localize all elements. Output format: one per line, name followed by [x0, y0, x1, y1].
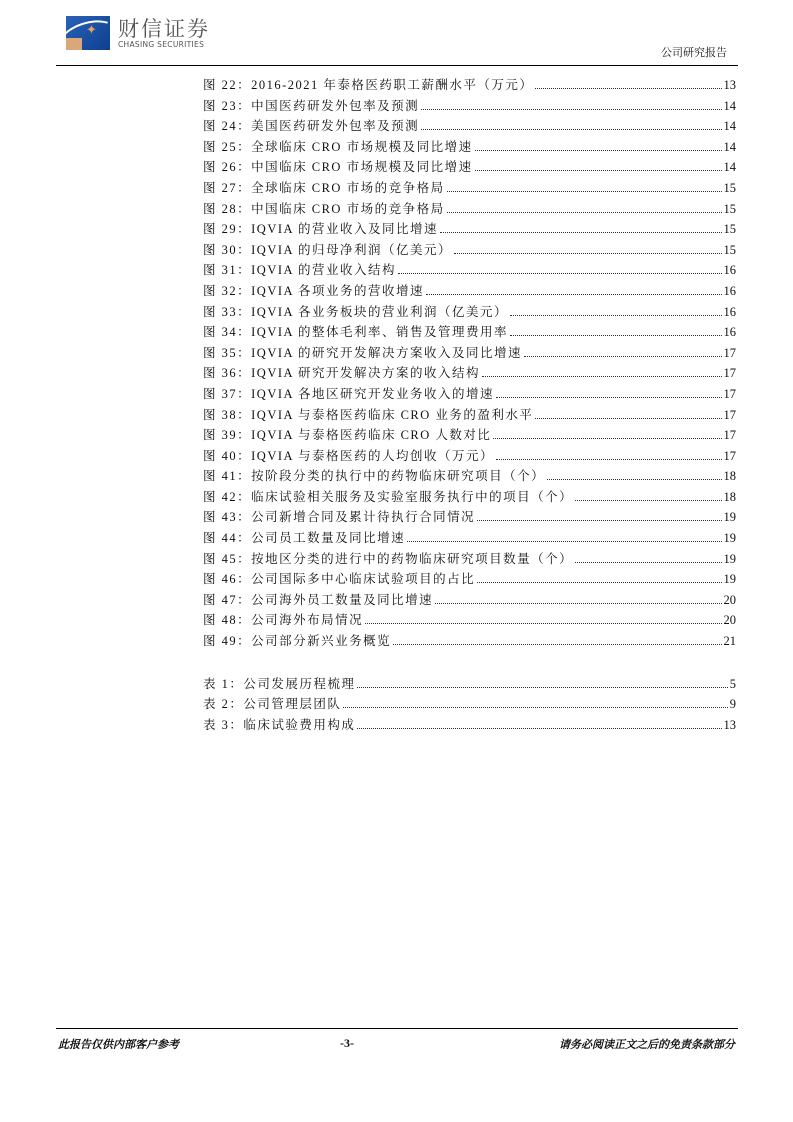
dot-leader: [535, 88, 721, 89]
toc-entry-page: 19: [723, 531, 736, 546]
toc-entry-label: 图 31：IQVIA 的营业收入结构: [203, 263, 396, 278]
toc-entry[interactable]: [203, 590, 736, 611]
toc-entry[interactable]: [203, 260, 736, 281]
toc-entry-label: 图 26：中国临床 CRO 市场规模及同比增速: [203, 160, 473, 175]
toc-entry-page: 21: [723, 634, 736, 649]
toc-entry[interactable]: [203, 549, 736, 570]
figure-list: [203, 75, 736, 652]
toc-entry-page: 19: [723, 510, 736, 525]
footer-left: 此报告仅供内部客户参考: [58, 1038, 179, 1051]
toc-entry-page: 16: [723, 263, 736, 278]
toc-entry-label: 图 41：按阶段分类的执行中的药物临床研究项目（个）: [203, 469, 546, 484]
page-number: -3-: [340, 1036, 354, 1050]
toc-entry[interactable]: [203, 610, 736, 631]
table-list: [203, 674, 736, 736]
toc-entry-page: 16: [723, 325, 736, 340]
toc-entry-page: 15: [723, 180, 736, 195]
dot-leader: [575, 562, 721, 563]
toc-entry[interactable]: [203, 507, 736, 528]
logo-icon: ✦: [66, 16, 110, 50]
toc-entry[interactable]: [203, 631, 736, 652]
toc-entry[interactable]: [203, 569, 736, 590]
dot-leader: [447, 191, 722, 192]
toc-entry-page: 14: [723, 139, 736, 154]
dot-leader: [496, 397, 722, 398]
toc-entry-label: 图 48：公司海外布局情况: [203, 613, 364, 628]
toc-entry-label: 图 22：2016-2021 年泰格医药职工薪酬水平（万元）: [203, 78, 534, 92]
dot-leader: [407, 541, 721, 542]
toc-entry[interactable]: [203, 466, 736, 487]
toc-entry-page: 14: [723, 119, 736, 134]
toc-entry-page: 17: [723, 407, 736, 422]
toc-entry-page: 16: [723, 304, 736, 319]
dot-leader: [477, 520, 721, 521]
toc-entry-label: 图 28：中国临床 CRO 市场的竞争格局: [203, 201, 445, 216]
toc-entry-page: 15: [723, 201, 736, 216]
toc-entry-label: 图 23：中国医药研发外包率及预测: [203, 98, 420, 113]
dot-leader: [477, 582, 721, 583]
toc-entry[interactable]: [203, 674, 736, 695]
toc-entry-label: 图 43：公司新增合同及累计待执行合同情况: [203, 510, 476, 525]
dot-leader: [454, 253, 722, 254]
toc-entry-page: 15: [723, 222, 736, 237]
dot-leader: [447, 212, 722, 213]
footer-divider: [56, 1028, 738, 1029]
toc-entry-page: 15: [723, 242, 736, 257]
toc-entry-label: 表 3：临床试验费用构成: [203, 717, 356, 732]
dot-leader: [365, 623, 721, 624]
dot-leader: [475, 150, 722, 151]
footer-right: 请务必阅读正文之后的免责条款部分: [559, 1038, 735, 1051]
toc-entry-page: 14: [723, 160, 736, 175]
toc-entry[interactable]: [203, 363, 736, 384]
toc-entry-page: 17: [723, 345, 736, 360]
toc-entry-label: 图 47：公司海外员工数量及同比增速: [203, 592, 434, 607]
toc-entry-page: 5: [729, 676, 736, 691]
toc-entry[interactable]: [203, 528, 736, 549]
toc-entry[interactable]: [203, 137, 736, 158]
toc-entry-label: 表 2：公司管理层团队: [203, 697, 342, 712]
toc-entry[interactable]: [203, 199, 736, 220]
dot-leader: [393, 644, 721, 645]
toc-entry-label: 图 39：IQVIA 与泰格医药临床 CRO 人数对比: [203, 428, 492, 443]
toc-entry-label: 图 37：IQVIA 各地区研究开发业务收入的增速: [203, 386, 494, 401]
toc-entry[interactable]: [203, 322, 736, 343]
toc-entry-page: 19: [723, 572, 736, 587]
toc-entry-label: 图 49：公司部分新兴业务概览: [203, 634, 392, 649]
toc-entry-page: 9: [729, 697, 736, 712]
toc-entry-label: 图 35：IQVIA 的研究开发解决方案收入及同比增速: [203, 345, 522, 360]
toc-entry[interactable]: [203, 446, 736, 467]
toc-entry-page: 16: [723, 283, 736, 298]
dot-leader: [524, 356, 722, 357]
dot-leader: [547, 479, 721, 480]
toc-entry-page: 20: [723, 613, 736, 628]
toc-entry-label: 图 45：按地区分类的进行中的药物临床研究项目数量（个）: [203, 551, 574, 566]
toc-entry[interactable]: [203, 219, 736, 240]
toc-entry[interactable]: [203, 116, 736, 137]
toc-entry-page: 20: [723, 592, 736, 607]
toc-entry-page: 19: [723, 551, 736, 566]
dot-leader: [440, 232, 722, 233]
dot-leader: [421, 109, 721, 110]
dot-leader: [493, 438, 721, 439]
toc-entry-label: 图 42：临床试验相关服务及实验室服务执行中的项目（个）: [203, 489, 574, 504]
dot-leader: [575, 500, 721, 501]
dot-leader: [398, 273, 722, 274]
table-of-contents: [203, 75, 736, 735]
toc-entry[interactable]: [203, 384, 736, 405]
toc-entry-page: 13: [723, 78, 736, 92]
toc-entry-label: 图 34：IQVIA 的整体毛利率、销售及管理费用率: [203, 325, 508, 340]
dot-leader: [357, 687, 727, 688]
dot-leader: [357, 728, 721, 729]
toc-entry[interactable]: [203, 715, 736, 736]
toc-entry-page: 17: [723, 448, 736, 463]
dot-leader: [482, 376, 722, 377]
toc-entry-label: 图 25：全球临床 CRO 市场规模及同比增速: [203, 139, 473, 154]
dot-leader: [475, 170, 722, 171]
toc-entry-page: 17: [723, 428, 736, 443]
toc-entry-label: 图 44：公司员工数量及同比增速: [203, 531, 406, 546]
toc-entry-label: 图 24：美国医药研发外包率及预测: [203, 119, 420, 134]
dot-leader: [535, 418, 721, 419]
toc-entry-label: 图 38：IQVIA 与泰格医药临床 CRO 业务的盈利水平: [203, 407, 534, 422]
toc-entry[interactable]: [203, 487, 736, 508]
toc-entry-page: 18: [723, 489, 736, 504]
toc-entry[interactable]: [203, 96, 736, 117]
toc-entry-label: 图 46：公司国际多中心临床试验项目的占比: [203, 572, 476, 587]
dot-leader: [435, 603, 721, 604]
toc-entry-label: 图 27：全球临床 CRO 市场的竞争格局: [203, 180, 445, 195]
toc-entry[interactable]: [203, 694, 736, 715]
toc-entry-label: 图 36：IQVIA 研究开发解决方案的收入结构: [203, 366, 480, 381]
toc-entry-page: 17: [723, 366, 736, 381]
toc-entry-label: 图 32：IQVIA 各项业务的营收增速: [203, 283, 424, 298]
toc-entry-page: 14: [723, 98, 736, 113]
toc-entry[interactable]: [203, 240, 736, 261]
toc-entry[interactable]: [203, 343, 736, 364]
toc-entry-label: 表 1：公司发展历程梳理: [203, 676, 356, 691]
dot-leader: [510, 315, 722, 316]
company-logo: [66, 16, 210, 50]
header-divider: [56, 65, 738, 66]
dot-leader: [426, 294, 722, 295]
toc-entry-label: 图 40：IQVIA 与泰格医药的人均创收（万元）: [203, 448, 494, 463]
toc-entry[interactable]: [203, 178, 736, 199]
toc-entry[interactable]: [203, 157, 736, 178]
toc-entry[interactable]: [203, 75, 736, 96]
toc-entry-label: 图 29：IQVIA 的营业收入及同比增速: [203, 222, 438, 237]
toc-entry[interactable]: [203, 405, 736, 426]
toc-entry-page: 17: [723, 386, 736, 401]
toc-entry[interactable]: [203, 281, 736, 302]
toc-entry-page: 18: [723, 469, 736, 484]
logo-name-cn: 财信证券: [118, 16, 210, 41]
logo-name-en: CHASING SECURITIES: [118, 39, 205, 49]
toc-entry-label: 图 33：IQVIA 各业务板块的营业利润（亿美元）: [203, 304, 508, 319]
toc-entry-label: 图 30：IQVIA 的归母净利润（亿美元）: [203, 242, 452, 257]
report-type: 公司研究报告: [661, 46, 727, 59]
toc-entry-page: 13: [723, 717, 736, 732]
dot-leader: [421, 129, 721, 130]
toc-entry[interactable]: [203, 302, 736, 323]
dot-leader: [343, 707, 727, 708]
dot-leader: [496, 459, 722, 460]
dot-leader: [510, 335, 722, 336]
toc-entry[interactable]: [203, 425, 736, 446]
